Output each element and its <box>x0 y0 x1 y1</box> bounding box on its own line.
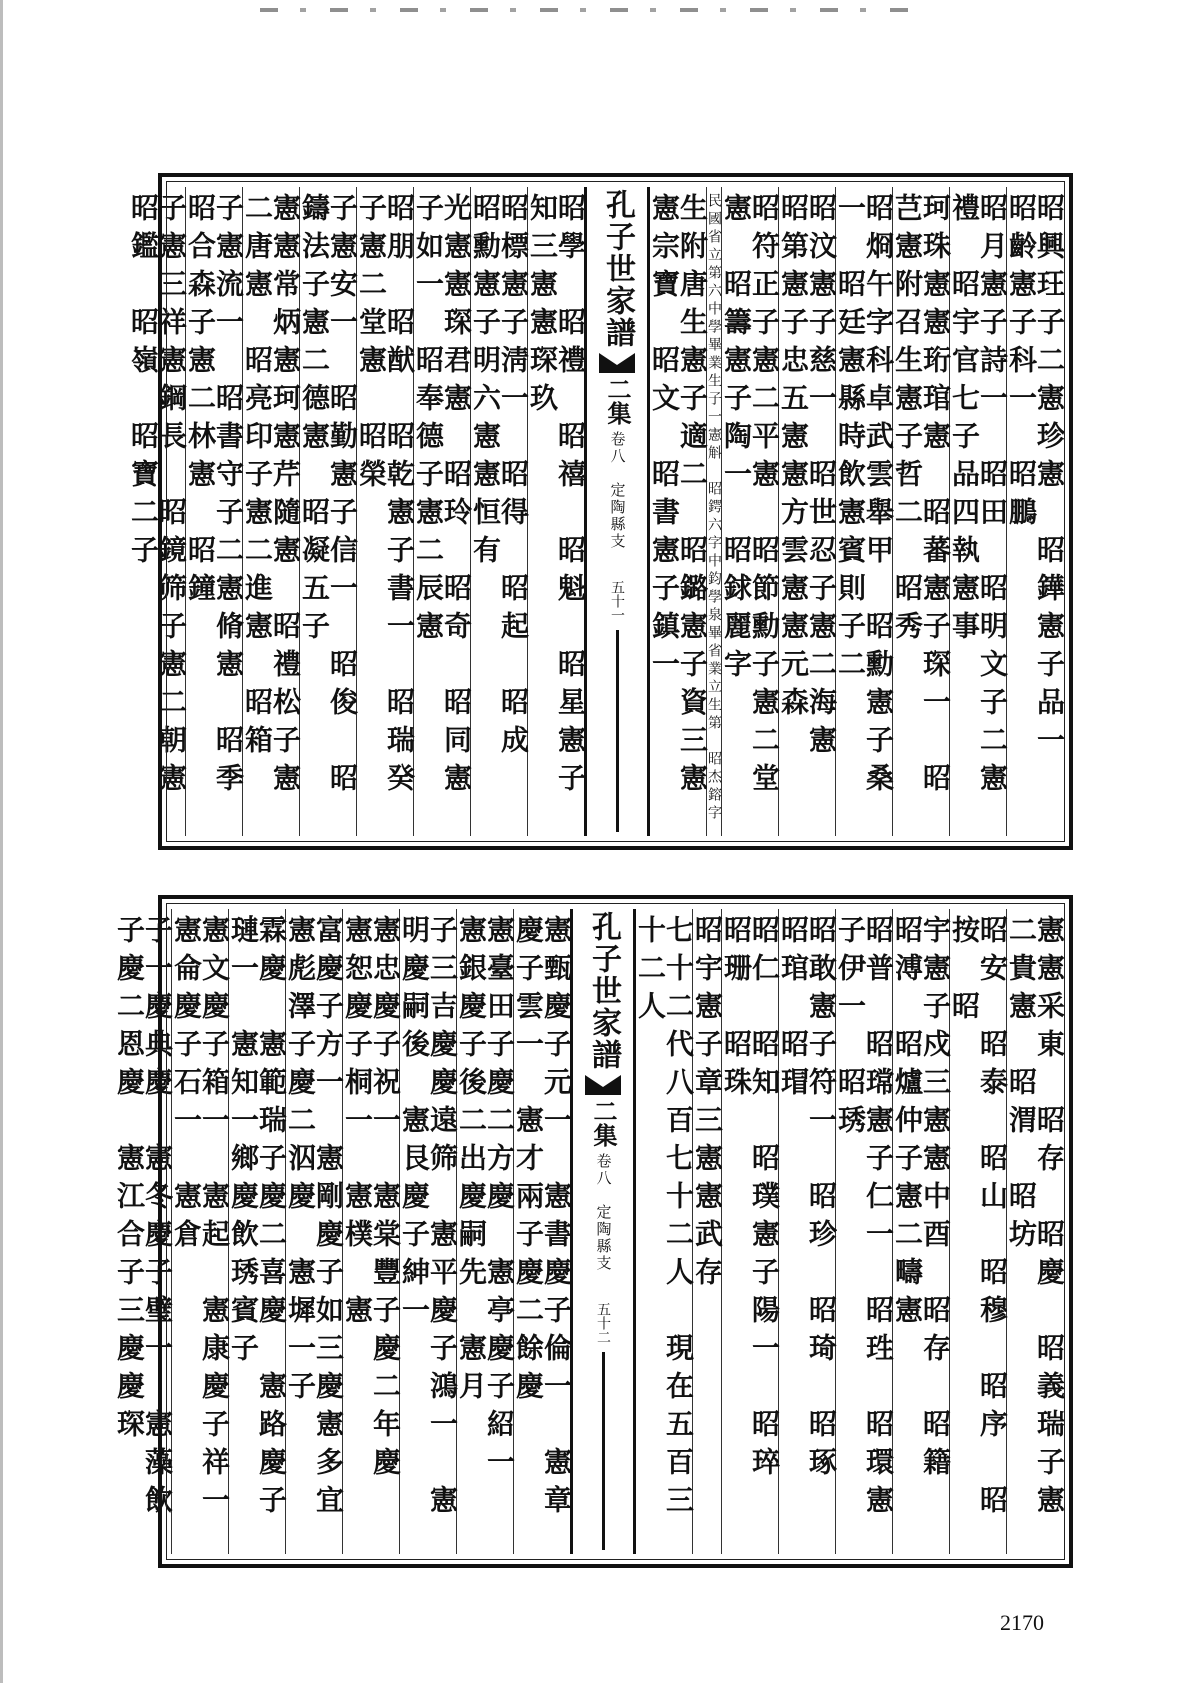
fish-tail-mark <box>599 353 635 373</box>
entry-column <box>779 909 836 1554</box>
entry-column <box>414 187 471 836</box>
entry-column <box>127 187 188 839</box>
gutter-title: 孔子世家譜 <box>600 189 635 349</box>
entry-column <box>512 909 573 1554</box>
entry-column <box>300 187 357 836</box>
gutter-collection: 集 <box>603 401 632 425</box>
entry-text: 昭仁 昭知 昭璞憲子陽一 昭琗 昭珊 昭珠 <box>720 915 781 1523</box>
entry-text: 昭安 昭泰 昭山 昭穆 昭序 昭按 昭 <box>948 915 1009 1523</box>
genealogy-panel-bottom <box>113 895 1073 1568</box>
entry-text: 子憲流一 昭書守子二憲脩憲 昭季 昭合森子憲二林憲 昭鐘 <box>184 193 245 839</box>
fish-tail-mark <box>585 1075 621 1095</box>
entry-column <box>950 187 1007 836</box>
entry-text: 憲憲采東 昭存 昭慶 昭義瑞子憲二貴憲 昭渭 昭坊 <box>1005 915 1066 1523</box>
entry-column <box>950 909 1007 1554</box>
entry-column <box>722 187 779 836</box>
entry-text: 子憲三祥憲鋼長 昭鏡筛子憲二朝憲 昭鑑 昭嶺 昭寶二子 <box>127 193 188 839</box>
entry-text: 昭月憲子詩一 昭田 昭明文子二憲禮 昭宇官七子品四執憲事 <box>948 193 1009 801</box>
entry-text: 子一慶典慶 憲冬慶子璧一 憲藻飲子慶二恩慶 憲江合子三慶慶琛 <box>113 915 174 1523</box>
entry-text: 昭學 昭禮 昭禧 昭魁 昭星憲子知三憲憲琛玖 <box>526 193 587 801</box>
entry-column <box>115 909 172 1554</box>
entry-column <box>471 187 528 836</box>
entry-text: 憲臺田子慶二方慶 憲亭慶子紹一 憲銀慶子後二出慶嗣先 憲月 <box>455 915 516 1523</box>
scan-edge <box>0 0 3 1683</box>
page-number: 2170 <box>1000 1610 1044 1635</box>
entry-text: 富慶子方一 憲剛慶子如三慶憲多宜 憲彪澤子慶二泅慶 憲墀一子 <box>284 915 345 1561</box>
entry-text: 昭汶憲子慈一 昭世忍子憲二海憲 昭第憲子忠五憲憲方雲憲憲元森 <box>777 193 838 801</box>
entry-text: 憲忠慶子祝一 憲棠豐子慶二年慶 憲恕慶子桐一 憲樸 憲 <box>341 915 402 1523</box>
entry-text: 昭興玨子二憲珍憲 昭鏵憲子品一 昭齡憲子科一 昭鵬 <box>1005 193 1066 801</box>
entry-text: 昭符正子憲二平憲 昭節勳子憲二堂憲 昭籌憲子陶一 昭銶麗字 <box>720 193 781 801</box>
panel-columns <box>127 187 1066 839</box>
entry-text: 昭普 昭瑺憲子仁一 昭珄 昭環憲子伊一 昭琇 <box>834 915 895 1523</box>
entry-column <box>526 187 587 836</box>
entry-text: 宇憲子戍三憲憲中酉 昭存 昭籍 昭溥 昭爐仲子憲二疇憲 <box>891 915 952 1523</box>
entry-text: 昭朋 昭猷 昭乾憲子書一 昭瑞癸子憲二堂憲 昭榮 <box>355 193 416 801</box>
entry-column <box>1005 187 1066 836</box>
entry-column <box>693 909 722 1554</box>
entry-column <box>836 187 893 836</box>
entry-text: 生附唐生憲子適二 昭鏴憲子資三憲憲宗寶 昭文 昭書憲子鎮一 <box>648 193 709 801</box>
gutter-volume: 卷八 定陶縣支 <box>594 1153 613 1272</box>
entry-column <box>893 187 950 836</box>
entry-column <box>170 909 231 1561</box>
entry-column <box>1005 909 1066 1554</box>
entry-text: 昭宇憲子章三憲憲武存 <box>691 915 724 1295</box>
entry-column <box>357 187 414 836</box>
entry-column <box>229 909 286 1554</box>
entry-column <box>893 909 950 1554</box>
entry-text: 子憲安一 昭勤憲子信一 昭俊 昭鑄法子憲二德憲 昭凝五子 <box>298 193 359 801</box>
entry-text: 霖慶 憲範瑞子慶二喜慶 憲路慶子璉一 憲知一鄉慶飲琇賓子 <box>227 915 288 1523</box>
center-gutter <box>584 187 650 836</box>
panel-columns <box>113 909 1066 1561</box>
gutter-bar <box>602 1352 605 1550</box>
entry-column <box>400 909 457 1554</box>
gutter-volume-number: 二 <box>589 1099 618 1123</box>
entry-text: 昭烱午字科卓武雲舉甲 昭勳憲子桑一 昭廷憲縣時飲憲賓則子二 <box>834 193 895 801</box>
gutter-page: 五十二 <box>595 1302 611 1344</box>
entry-text: 民國省立第六中學畢業生子一憲斛 昭鍔六字中鈞學泉畢省業立生第 昭杰鎔字 <box>706 193 722 823</box>
entry-text: 珂珠憲憲珩琯憲 昭蕃憲子琛一 昭芑憲附召生憲子哲二 昭秀 <box>891 193 952 801</box>
entry-text: 憲甄慶子元一 憲書慶子倫一 憲章慶子雲一 憲才兩子慶二餘慶 <box>512 915 573 1523</box>
entry-text: 子三吉慶慶遠筛 憲平慶子鴻一 憲明慶嗣後 憲艮慶子紳一 <box>398 915 459 1523</box>
entry-column <box>184 187 245 839</box>
entry-column <box>457 909 514 1554</box>
gutter-page: 五十一 <box>609 580 625 622</box>
entry-text: 昭敢憲子符一 昭珍 昭琦 昭琢 昭琯 昭瑁 <box>777 915 838 1523</box>
cropped-header-fragment <box>260 8 930 12</box>
entry-column <box>343 909 400 1554</box>
gutter-bar <box>616 630 619 832</box>
entry-column <box>636 909 693 1554</box>
gutter-volume: 卷八 定陶縣支 <box>608 431 627 550</box>
entry-column <box>836 909 893 1554</box>
gutter-volume-number: 二 <box>603 377 632 401</box>
entry-column <box>284 909 345 1561</box>
entry-text: 憲文慶子箱一 憲起 憲康慶子祥一 憲侖慶子石一 憲倉 <box>170 915 231 1561</box>
entry-text: 光憲憲琛君憲 昭玲 昭奇 昭同憲子如一 昭奉德子憲二辰憲 <box>412 193 473 801</box>
entry-column <box>650 187 707 836</box>
center-gutter <box>570 909 636 1554</box>
entry-column <box>722 909 779 1554</box>
entry-column <box>779 187 836 836</box>
genealogy-panel-top <box>127 173 1073 850</box>
entry-text: 昭標憲子淸一 昭得 昭起 昭成 昭勳憲子明六憲憲恒有 <box>469 193 530 801</box>
entry-text: 憲憲常炳憲珂憲芹隨憲 昭禮松子憲二唐憲 昭亮印子憲二進憲 昭箱 <box>241 193 302 801</box>
gutter-collection: 集 <box>589 1123 618 1147</box>
entry-text: 七十二代八百七十二人 現在五百三十二人 <box>634 915 695 1523</box>
gutter-title: 孔子世家譜 <box>586 911 621 1071</box>
entry-column <box>243 187 300 836</box>
